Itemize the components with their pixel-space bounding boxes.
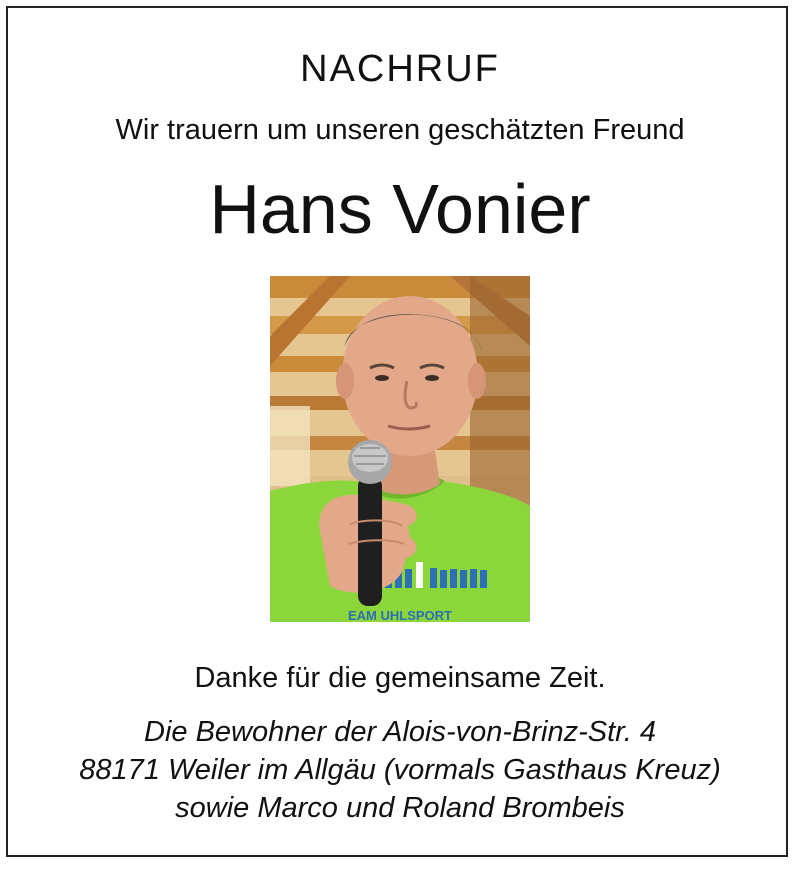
notice-heading: NACHRUF (300, 48, 500, 90)
thanks-line: Danke für die gemeinsame Zeit. (194, 662, 606, 694)
shirt-print-text: EAM UHLSPORT (348, 608, 452, 622)
notice-subtitle: Wir trauern um unseren geschätzten Freund (115, 114, 685, 146)
signature-line-residents: Die Bewohner der Alois-von-Brinz-Str. 4 (144, 716, 656, 748)
portrait-photo (270, 276, 530, 622)
signature-line-family: sowie Marco und Roland Brombeis (175, 792, 625, 824)
deceased-name: Hans Vonier (209, 170, 591, 248)
signature-line-address: 88171 Weiler im Allgäu (vormals Gasthaus Kreuz) (79, 754, 721, 786)
